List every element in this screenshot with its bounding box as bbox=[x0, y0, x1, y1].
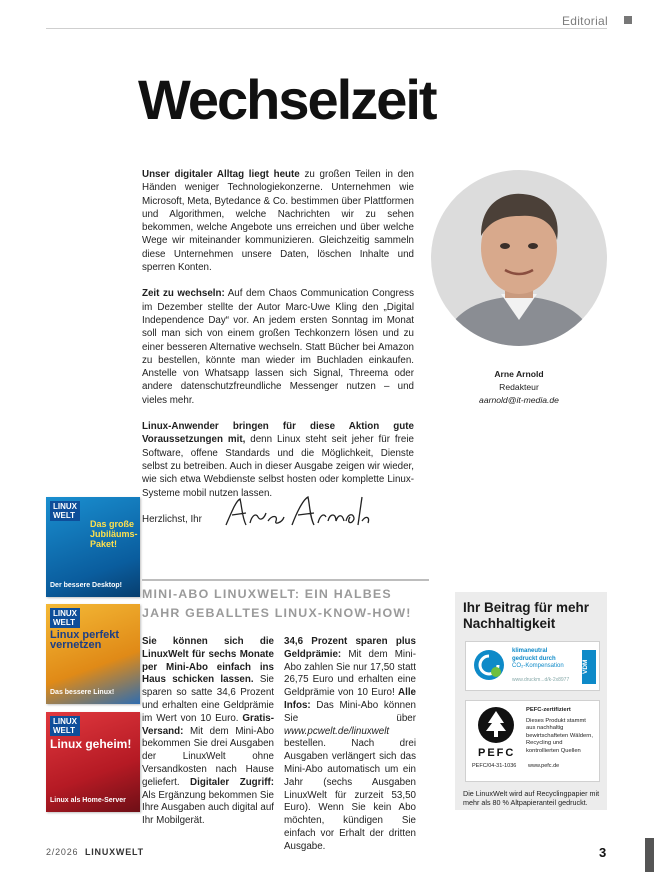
cover-logo: LINUX WELT bbox=[50, 501, 80, 521]
pefc-badge: PEFC PEFC/04-31-1036 PEFC-zertifiziert Dieses Produkt stammt aus nachhaltig bewirtschafteten Wäldern, Recycling und kontrollierten Quellen www.pefc.de bbox=[465, 700, 600, 782]
cover-headline: Linux perfekt vernetzen bbox=[50, 629, 120, 651]
author-email[interactable]: aarnold@it-media.de bbox=[479, 395, 559, 405]
vdm-tag: VDM bbox=[582, 650, 596, 684]
promo-link[interactable]: www.pcwelt.de/linuxwelt bbox=[284, 725, 390, 737]
cover-headline: Linux geheim! bbox=[50, 737, 132, 751]
author-role: Redakteur bbox=[499, 382, 539, 392]
pefc-tree-icon bbox=[476, 705, 516, 745]
cover-issue-3[interactable] bbox=[46, 712, 140, 812]
section-marker bbox=[624, 16, 632, 24]
header-rule bbox=[46, 28, 607, 29]
paragraph-2: Zeit zu wechseln: Auf dem Chaos Communication Congress im Dezember stellte der Autor Marc-Uwe Kling den „Digital Independence Day“ vor. An jedem ersten Sonntag im Monat soll man sich von einem großen Techkonzern lösen und zu einer besseren Alternative wechseln. Statt Bücher bei Amazon zu bestellen, könnte man wieder im Buchladen einkaufen. Anstelle von Whatsapp lassen sich Signal, Threema oder andere datenschutzfreundliche Messenger nutzen – und vieles mehr. bbox=[142, 288, 414, 406]
sustainability-note: Die LinuxWelt wird auf Recyclingpapier mit mehr als 80 % Altpapieranteil gedruckt. bbox=[463, 789, 600, 808]
cover-issue-1[interactable] bbox=[46, 497, 140, 597]
author-name: Arne Arnold bbox=[494, 369, 544, 379]
article-body bbox=[142, 168, 414, 539]
section-label: Editorial bbox=[561, 14, 608, 28]
sustainability-title: Ihr Beitrag für mehr Nachhaltigkeit bbox=[463, 600, 590, 631]
climate-neutral-badge: klimaneutral gedruckt durch CO₂-Kompensation www.druckm...d/k-2x8977 VDM bbox=[465, 641, 600, 691]
cover-headline: Das große Jubiläums-Paket! bbox=[90, 519, 138, 549]
cover-logo: LINUX WELT bbox=[50, 716, 80, 736]
cover-issue-2[interactable] bbox=[46, 604, 140, 704]
article-title: Wechselzeit bbox=[138, 68, 436, 131]
promo-title: MINI-ABO LINUXWELT: EIN HALBES JAHR GEBALLTES LINUX-KNOW-HOW! bbox=[142, 587, 412, 620]
cover-subline: Linux als Home-Server bbox=[50, 797, 126, 804]
paragraph-3: Linux-Anwender bringen für diese Aktion gute Voraussetzungen mit, denn Linux steht seit jeher für freie Software, offene Standards und die Möglichkeit, Dienste selbst zu betreiben. Auch in dieser Ausgabe zeigen wir wieder, wie sich etwa Webdienste selbst hosten oder komplette Linux-Systeme mobil nutzen lassen. bbox=[142, 421, 414, 499]
paragraph-1: Unser digitaler Alltag liegt heute zu großen Teilen in den Händen weniger Technologiekonzerne. Unternehmen wie Microsoft, Meta, Bytedance & Co. bestimmen über Plattformen und Algorithmen, welche Nachrichten wir zu sehen bekommen, welche Angebote uns erreichen und über welche Wege wir miteinander kommunizieren. Gleichzeitig sammeln diese Unternehmen unsere Daten, löschen Inhalte und sperren Konten. bbox=[142, 169, 414, 274]
author-block bbox=[455, 368, 583, 407]
closing: Herzlichst, Ihr bbox=[142, 513, 202, 525]
author-portrait bbox=[431, 170, 607, 346]
footer-issue: 2/2026 LINUXWELT bbox=[46, 847, 144, 857]
promo-column-2: 34,6 Prozent sparen plus Geldprämie: Mit dem Mini-Abo zahlen Sie nur 17,50 statt 26,75 Euro und erhalten eine Geldprämie von 10 Euro! Alle Infos: Das Mini-Abo können Sie über www.pcwelt.de/linuxwelt bestellen. Nach drei Ausgaben verlängert sich das Mini-Abo automatisch um ein Jahr (sechs Ausgaben LinuxWelt für zurzeit 53,50 Euro). Wenn Sie kein Abo möchten, kündigen Sie einfach vor Erhalt der dritten Ausgabe. bbox=[284, 636, 416, 852]
signature bbox=[222, 491, 372, 531]
page-number: 3 bbox=[599, 845, 607, 860]
badge-title: klimaneutral bbox=[512, 648, 548, 654]
promo-rule bbox=[142, 579, 429, 581]
cover-subline: Das bessere Linux! bbox=[50, 689, 115, 696]
cover-logo: LINUX WELT bbox=[50, 608, 80, 628]
cover-subline: Der bessere Desktop! bbox=[50, 582, 122, 589]
pefc-logo-text: PEFC bbox=[478, 747, 516, 759]
co2-icon bbox=[472, 648, 506, 682]
promo-column-1: Sie können sich die LinuxWelt für sechs Monate per Mini-Abo einfach ins Haus schicken lassen. Sie sparen so satte 34,6 Prozent und erhalten eine Geldprämie im Wert von 10 Euro. Gratis-Versand: Mit dem Mini-Abo bekommen Sie drei Ausgaben der LinuxWelt ohne Versandkosten nach Hause geliefert. Digitaler Zugriff: Als Ergänzung bekommen Sie Ihre Ausgaben auch digital auf Ihr Mobilgerät. bbox=[142, 636, 274, 827]
page-edge-marker bbox=[645, 838, 654, 872]
